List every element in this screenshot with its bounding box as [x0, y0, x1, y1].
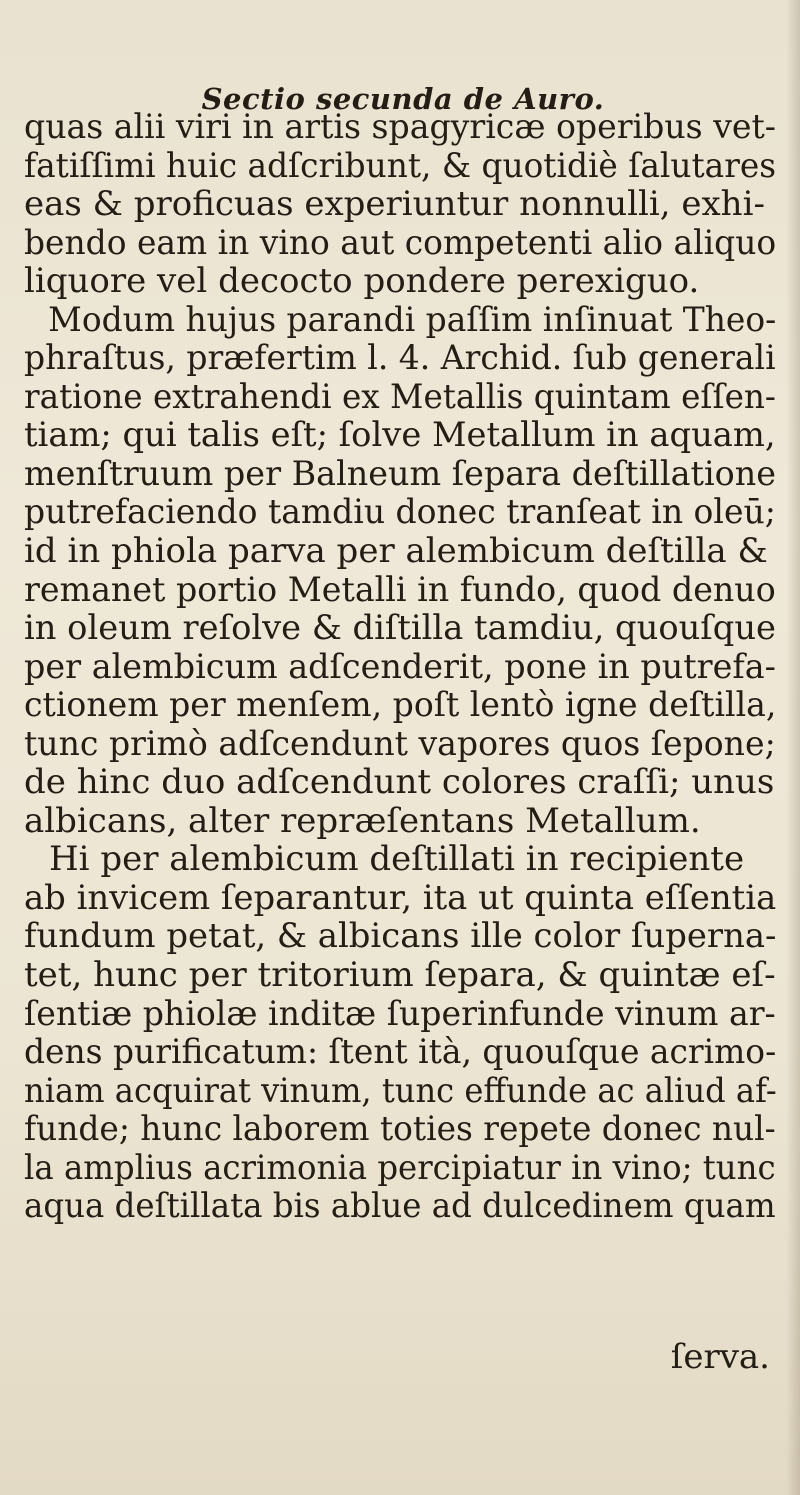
text-line: liquore vel decocto pondere perexiguo.: [24, 261, 700, 302]
text-line: fundum petat, & albicans ille color ſuperna-: [24, 916, 777, 957]
catchword: ſerva.: [670, 1337, 770, 1377]
text-line: bendo eam in vino aut competenti alio aliquo: [24, 222, 777, 263]
body-text: [24, 108, 776, 1226]
text-line: tet, hunc per tritorium ſepara, & quintæ eſ-: [24, 955, 776, 996]
text-line: albicans, alter repræſentans Metallum.: [24, 800, 701, 841]
running-head: Sectio secunda de Auro.: [201, 82, 605, 116]
text-line: eas & proficuas experiuntur nonnulli, exhi-: [24, 184, 765, 225]
text-line: niam acquirat vinum, tunc effunde ac aliud af-: [24, 1070, 777, 1111]
text-line: menſtruum per Balneum ſepara deſtillatione: [24, 453, 776, 494]
text-line: id in phiola parva per alembicum deſtilla &: [24, 531, 768, 572]
text-line: ſentiæ phiolæ inditæ ſuperinfunde vinum ar-: [24, 993, 776, 1034]
text-line: ctionem per menſem, poſt lentò igne deſtilla,: [24, 685, 777, 726]
page-spine-shadow: [786, 0, 800, 1495]
text-line: Hi per alembicum deſtillati in recipiente: [49, 839, 745, 880]
text-line: remanet portio Metalli in fundo, quod denuo: [24, 569, 776, 610]
text-line: de hinc duo adſcendunt colores craſſi; unus: [24, 762, 775, 803]
text-line: dens purificatum: ſtent ità, quouſque acrimo-: [24, 1032, 777, 1073]
text-line: aqua deſtillata bis ablue ad dulcedinem quam: [24, 1186, 776, 1227]
text-line: putrefaciendo tamdiu donec tranſeat in oleū;: [24, 492, 776, 533]
text-line: quas alii viri in artis spagyricæ operibus vet-: [24, 107, 777, 147]
text-line: tiam; qui talis eſt; ſolve Metallum in aquam,: [24, 415, 776, 456]
text-line: phraſtus, præfertim l. 4. Archid. ſub generali: [24, 338, 776, 379]
text-line: fatiſſimi huic adſcribunt, & quotidiè ſalutares: [24, 145, 777, 186]
text-line: tunc primò adſcendunt vapores quos ſepone;: [24, 723, 776, 764]
text-line: ratione extrahendi ex Metallis quintam eſſen-: [24, 376, 776, 417]
text-line: in oleum reſolve & diſtilla tamdiu, quouſque: [24, 608, 776, 649]
text-line: ab invicem ſeparantur, ita ut quinta eſſentia: [24, 877, 777, 918]
text-line: la amplius acrimonia percipiatur in vino; tunc: [24, 1147, 776, 1188]
text-line: funde; hunc laborem toties repete donec nul-: [24, 1109, 776, 1150]
text-line: per alembicum adſcenderit, pone in putrefa-: [24, 646, 776, 687]
text-line: Modum hujus parandi paſſim inſinuat Theo-: [48, 299, 777, 340]
